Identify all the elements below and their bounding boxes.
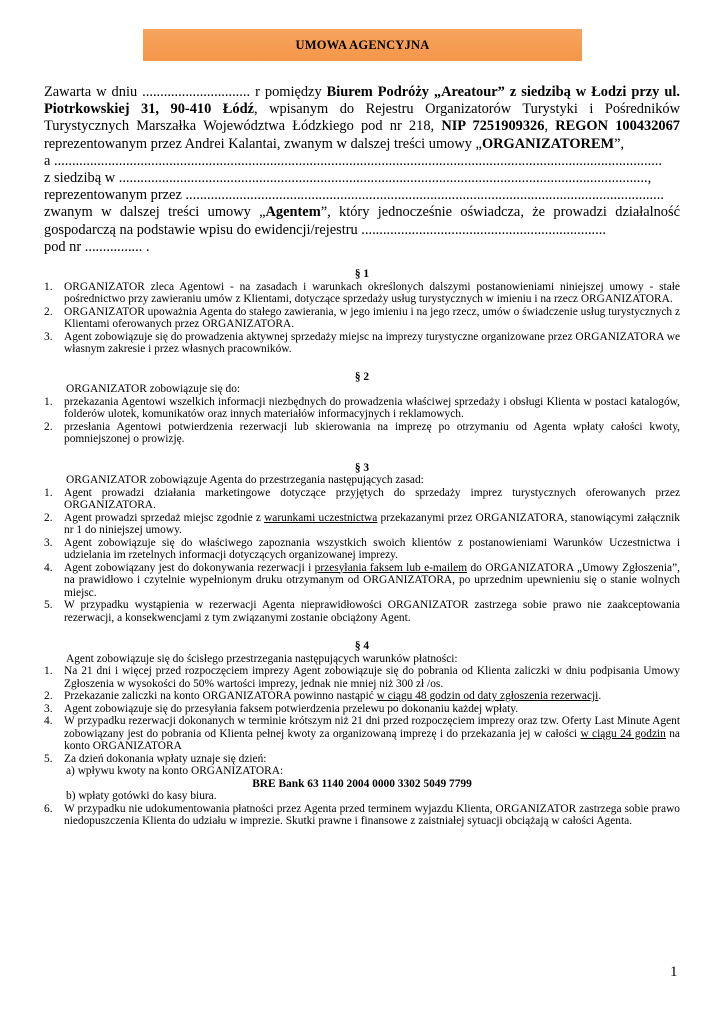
list-item <box>44 803 680 828</box>
item-text: Za dzień dokonania wpłaty uznaje się dzień: <box>64 752 267 765</box>
document-title: UMOWA AGENCYJNA <box>295 37 430 52</box>
intro-text: reprezentowanym przez Andrei Kalantai, zwanym w dalszej treści umowy „ <box>44 135 482 152</box>
list-item <box>44 331 680 356</box>
section-4-title: § 4 <box>354 640 370 652</box>
list-item <box>44 753 680 766</box>
section-4-lead: Agent zobowiązuje się do ścisłego przestrzegania następujących warunków płatności: <box>66 652 458 665</box>
intro-text: Zawarta w dniu .............................. r pomiędzy <box>44 84 327 100</box>
organizer-nip: NIP 7251909326 <box>441 118 545 135</box>
item-text: Agent zobowiązuje się do właściwego zapoznania wszystkich swoich klientów z postanowieniami Warunków Uczestnictwa i udzielania im rzetelnych informacji dotyczących organizowanej imprezy. <box>64 536 680 561</box>
item-number: 1. <box>44 395 53 408</box>
agent-term: Agentem <box>265 204 321 221</box>
agent-representative-line: reprezentowanym przez ..................................................................................................................................... <box>44 187 664 204</box>
list-item <box>44 487 680 512</box>
item-number: 1. <box>44 665 53 677</box>
item-number: 6. <box>44 802 53 815</box>
item-number: 5. <box>44 752 53 765</box>
list-item <box>44 562 680 600</box>
organizer-address: Biurem Podróży „Areatour” z siedzibą w Łodzi przy ul. Piotrkowskiej 31, 90-410 Łódź <box>44 84 680 118</box>
list-item <box>44 281 680 306</box>
item-number: 1. <box>44 486 53 499</box>
section-2-title: § 2 <box>354 370 370 383</box>
item-text: do ORGANIZATORA „Umowy Zgłoszenia”, na prawidłowo i czytelnie wypełnionym druku otrzymanym od ORGANIZATORA, po uprzednim upewnieniu się o stanie wolnych miejsc. <box>64 561 680 599</box>
bank-account-number: BRE Bank 63 1140 2004 0000 3302 5049 7799 <box>252 777 472 790</box>
item-text: Na 21 dni i więcej przed rozpoczęciem imprezy Agent zobowiązuje się do pobrania od Klienta zaliczki w dniu podpisania Umowy Zgłoszenia w wysokości do 50% wartości imprezy, jednak nie mniej niż 300 zł /os. <box>64 665 680 690</box>
item-number: 2. <box>44 511 53 524</box>
item-text: Przekazanie zaliczki na konto ORGANIZATORA powinno nastąpić <box>64 690 377 702</box>
list-item <box>44 599 680 624</box>
page-number: 1 <box>670 964 678 980</box>
item-number: 3. <box>44 536 53 549</box>
section-1-list <box>44 281 680 356</box>
participation-terms-text: warunkami uczestnictwa <box>264 511 378 524</box>
list-item <box>44 703 680 716</box>
registry-number-line: pod nr ................ . <box>44 238 150 255</box>
agent-name-line: a ......................................................................................................................................................................... <box>44 152 662 169</box>
item-number: 4. <box>44 561 53 574</box>
list-item <box>44 665 680 690</box>
list-item <box>44 396 680 421</box>
item-number: 2. <box>44 420 53 433</box>
item-text: na konto ORGANIZATORA <box>64 727 680 752</box>
item-text: przekazania Agentowi wszelkich informacji niezbędnych do prowadzenia właściwej sprzedaży i obsługi Klienta w postaci katalogów, folderów ulotek, komunikatów oraz innych materiałów informacyjnych i reklamowych. <box>64 395 680 420</box>
item-number: 5. <box>44 599 53 611</box>
section-2-list <box>44 396 680 446</box>
list-item <box>44 715 680 753</box>
list-item <box>44 421 680 446</box>
fax-email-text: przesyłania faksem lub e-mailem <box>314 561 468 574</box>
section-3-lead: ORGANIZATOR zobowiązuje Agenta do przestrzegania następujących zasad: <box>66 474 424 486</box>
intro-text: ”, który jednocześnie oświadcza, że prowadzi działalność gospodarczą na podstawie wpisu do ewidencji/rejestru .................................................................... <box>44 204 680 238</box>
list-item <box>44 690 680 703</box>
payment-option-b: b) wpłaty gotówki do kasy biura. <box>66 790 217 802</box>
item-number: 3. <box>44 702 53 715</box>
item-text: Agent prowadzi działania marketingowe dotyczące przyjętych do sprzedaży imprez turystycznych oferowanych przez ORGANIZATORA. <box>64 486 680 511</box>
item-text: ORGANIZATOR upoważnia Agenta do stałego zawierania, w jego imieniu i na jego rzecz, umów o świadczenie usług turystycznych z Klientami oferowanych przez ORGANIZATORA. <box>64 305 680 330</box>
item-text: ORGANIZATOR zleca Agentowi - na zasadach i warunkach określonych dalszymi postanowieniami niniejszej umowy - stałe pośrednictwo przy zawieraniu umów z Klientami, dotyczące sprzedaży usług turystycznych w imieniu i na rzecz ORGANIZATORA. <box>64 280 680 305</box>
item-number: 4. <box>44 715 53 727</box>
item-number: 2. <box>44 690 53 702</box>
item-text: W przypadku wystąpienia w rezerwacji Agenta nieprawidłowości ORGANIZATOR zastrzega sobie prawo nie zaakceptowania rezerwacji, a konsekwencjami z tym związanymi zostanie obciążony Agent. <box>64 599 680 624</box>
item-text: . <box>598 690 602 702</box>
intro-text: , wpisanym do Rejestru Organizatorów Turystyki i Pośredników Turystycznych Marszałka Województwa Łódzkiego pod nr 218, <box>44 101 680 135</box>
intro-text: , <box>544 118 556 135</box>
item-text: Agent zobowiązuje się do przesyłania faksem potwierdzenia przelewu po dokonaniu każdej wpłaty. <box>64 702 519 715</box>
contract-body <box>44 268 680 828</box>
item-number: 3. <box>44 330 53 343</box>
organizer-term: ORGANIZATOREM <box>481 135 615 152</box>
item-number: 1. <box>44 280 53 293</box>
item-number: 2. <box>44 305 53 318</box>
parties-paragraph <box>44 84 680 153</box>
section-2-lead: ORGANIZATOR zobowiązuje się do: <box>66 383 241 395</box>
intro-text: ”, <box>614 135 625 152</box>
contract-parties-section <box>44 84 680 256</box>
list-item <box>44 512 680 537</box>
section-3-title: § 3 <box>354 461 370 474</box>
item-text: przesłania Agentowi potwierdzenia rezerwacji lub skierowania na imprezę po otrzymaniu od Agenta wpłaty całości kwoty, pomniejszonej o prowizję. <box>64 420 680 445</box>
section-3-list <box>44 487 680 625</box>
document-title-banner <box>143 29 582 61</box>
list-item <box>44 306 680 331</box>
deadline-48h-text: w ciągu 48 godzin od daty zgłoszenia rezerwacji <box>376 690 599 702</box>
section-4-list-cont <box>44 803 680 828</box>
payment-option-a: a) wpływu kwoty na konto ORGANIZATORA: <box>66 765 284 777</box>
item-text: W przypadku nie udokumentowania płatności przez Agenta przed terminem wyjazdu Klienta, ORGANIZATOR zastrzega sobie prawo niedopuszczenia Klienta do udziału w imprezie. Skutki prawne i finansowe z zaistniałej sytuacji obciążają w całości Agenta. <box>64 802 680 827</box>
section-4-list <box>44 665 680 765</box>
organizer-regon: REGON 100432067 <box>555 118 680 135</box>
item-text: Agent zobowiązany jest do dokonywania rezerwacji i <box>64 561 315 574</box>
section-1-title: § 1 <box>354 268 370 280</box>
agent-seat-line: z siedzibą w ..................................................................................................................................................., <box>44 170 652 187</box>
item-text: Agent zobowiązuje się do prowadzenia aktywnej sprzedaży miejsc na imprezy turystyczne organizowane przez ORGANIZATORA we własnym zakresie i przez własnych pracowników. <box>64 330 680 355</box>
intro-text: zwanym w dalszej treści umowy „ <box>44 204 266 221</box>
item-text: Agent prowadzi sprzedaż miejsc zgodnie z <box>64 511 265 524</box>
item-text: W przypadku rezerwacji dokonanych w terminie krótszym niż 21 dni przed rozpoczęciem imprezy oraz tzw. Oferty Last Minute Agent zobowiązany jest do pobrania od Klienta pełnej kwoty za organizowaną imprezę i do przekazania jej w całości <box>64 715 680 740</box>
item-text: przekazanymi przez ORGANIZATORA, stanowiącymi załącznik nr 1 do niniejszej umowy. <box>64 511 680 536</box>
list-item <box>44 537 680 562</box>
deadline-24h-text: w ciągu 24 godzin <box>580 727 666 740</box>
agent-paragraph <box>44 204 680 238</box>
